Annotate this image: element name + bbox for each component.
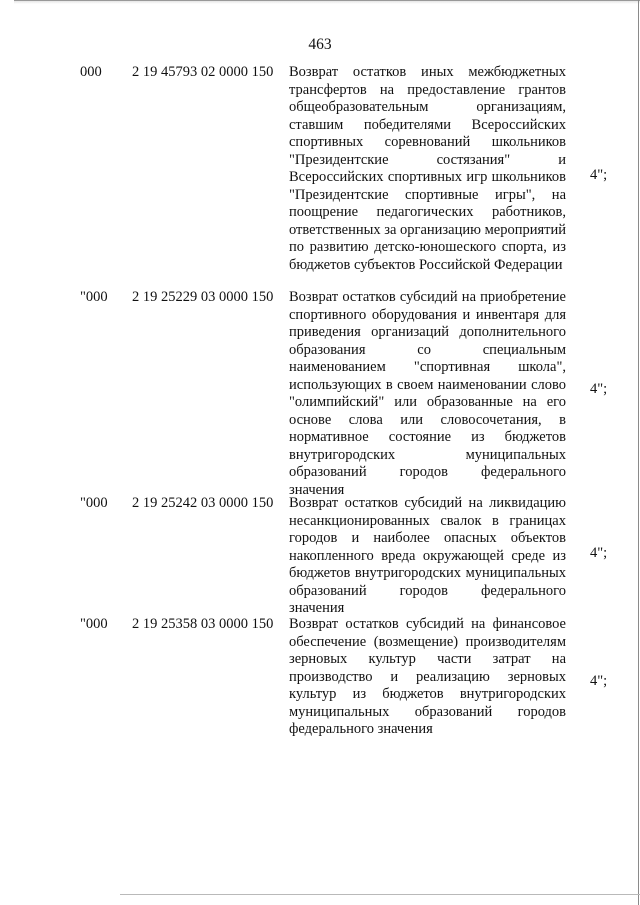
scan-top-edge xyxy=(14,0,640,4)
entry-description: Возврат остатков субсидий на ликвидацию несанкционированных свалок в границах городов и наиболее опасных объектов накопленного вреда окружающей среде из бюджетов внутригородских муниципальных образований городов федерального значения xyxy=(289,495,566,616)
budget-classification-code: 2 19 25242 03 0000 150 xyxy=(132,495,274,511)
admin-code: 000 xyxy=(80,64,102,80)
admin-code: "000 xyxy=(80,495,108,511)
column-tail-value: 4"; xyxy=(590,545,608,561)
budget-classification-code: 2 19 45793 02 0000 150 xyxy=(132,64,274,80)
entry-description: Возврат остатков иных межбюджетных трансфертов на предоставление грантов общеобразовательным организациям, ставшим победителями Всероссийских спортивных соревнований школьников "Президентские состязания" и Всероссийских спортивных игр школьников "Президентские спортивные игры", на поощрение педагогических работников, ответственных за организацию мероприятий по развитию детско-юношеского спорта, из бюджетов субъектов Российской Федерации xyxy=(289,64,566,273)
column-tail-value: 4"; xyxy=(590,381,608,397)
page-number: 463 xyxy=(308,36,332,53)
budget-classification-code: 2 19 25229 03 0000 150 xyxy=(132,289,274,305)
budget-classification-code: 2 19 25358 03 0000 150 xyxy=(132,616,274,632)
column-tail-value: 4"; xyxy=(590,673,608,689)
scan-bottom-edge xyxy=(120,894,640,895)
entry-description: Возврат остатков субсидий на приобретение спортивного оборудования и инвентаря для приведения организаций дополнительного образования со специальным наименованием "спортивная школа", использующих в своем наименовании слово "олимпийский" или образованные на его основе слова или словосочетания, в нормативное состояние из бюджетов внутригородских муниципальных образований городов федерального значения xyxy=(289,289,566,498)
admin-code: "000 xyxy=(80,616,108,632)
column-tail-value: 4"; xyxy=(590,167,608,183)
scan-right-edge xyxy=(638,0,639,905)
admin-code: "000 xyxy=(80,289,108,305)
entry-description: Возврат остатков субсидий на финансовое обеспечение (возмещение) производителям зерновых культур части затрат на производство и реализацию зерновых культур из бюджетов внутригородских муниципальных образований городов федерального значения xyxy=(289,616,566,737)
